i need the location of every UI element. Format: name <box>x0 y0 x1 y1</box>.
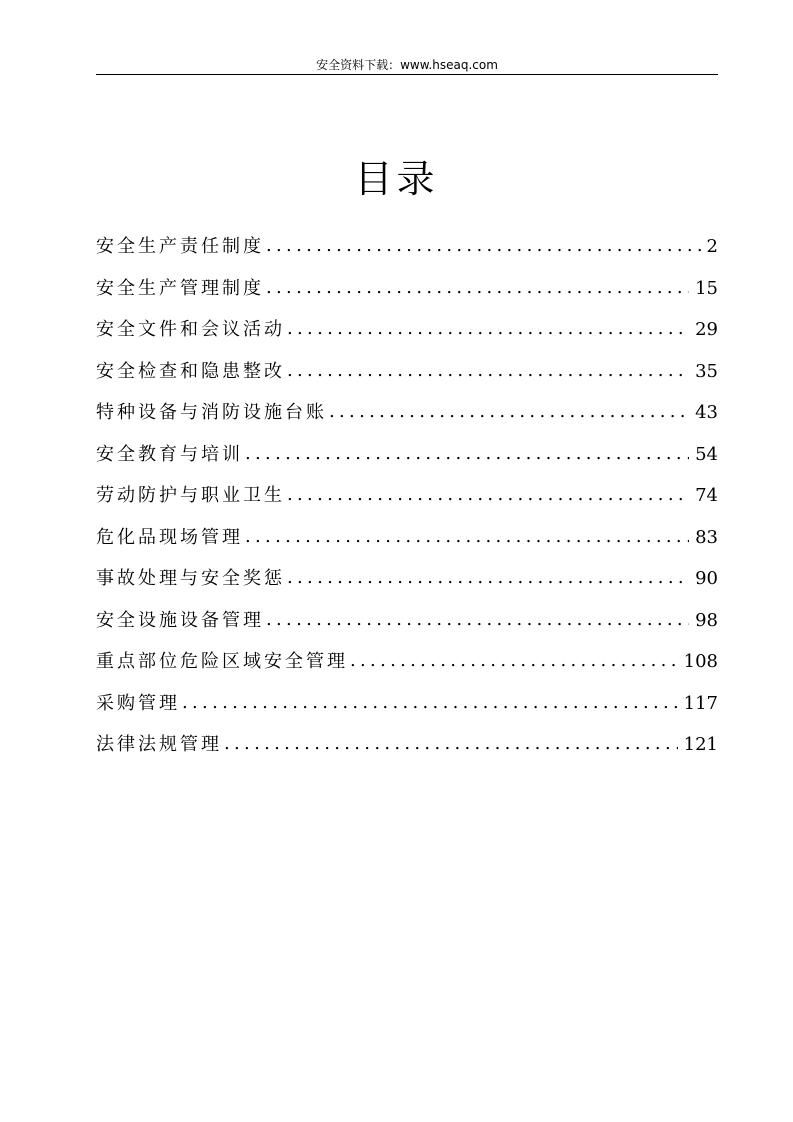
toc-leader-dots <box>224 727 678 760</box>
toc-leader-dots <box>266 229 701 262</box>
toc-entry-label: 安全文件和会议活动 <box>96 319 285 340</box>
toc-leader-dots <box>266 603 689 636</box>
toc-entry[interactable] <box>96 396 718 438</box>
toc-entry-page: 2 <box>706 236 718 257</box>
toc-leader-dots <box>245 437 689 470</box>
toc-entry-page: 117 <box>683 692 718 714</box>
toc-entry-page: 54 <box>695 443 718 465</box>
toc-entry[interactable] <box>96 479 718 521</box>
toc-entry-label: 法律法规管理 <box>96 734 222 755</box>
toc-entry[interactable] <box>96 272 718 314</box>
toc-entry-page: 43 <box>695 402 718 423</box>
toc-entry[interactable] <box>96 728 718 770</box>
toc-entry-page: 15 <box>695 277 718 299</box>
toc-leader-dots <box>350 644 678 677</box>
toc-entry-label: 危化品现场管理 <box>96 526 243 548</box>
toc-entry[interactable] <box>96 313 718 355</box>
toc-entry[interactable] <box>96 438 718 480</box>
toc-entry[interactable] <box>96 604 718 646</box>
toc-leader-dots <box>329 395 689 428</box>
toc-entry-label: 安全教育与培训 <box>96 443 243 465</box>
toc-entry[interactable] <box>96 521 718 563</box>
header-divider <box>96 74 718 75</box>
toc-entry-page: 90 <box>695 568 718 589</box>
toc-entry-label: 安全生产责任制度 <box>96 236 264 257</box>
toc-leader-dots <box>287 561 689 594</box>
toc-entry-label: 特种设备与消防设施台账 <box>96 402 327 423</box>
toc-leader-dots <box>287 478 689 511</box>
toc-entry-page: 121 <box>683 734 718 755</box>
page-title: 目录 <box>354 157 439 201</box>
toc-leader-dots <box>287 312 689 345</box>
toc-leader-dots <box>182 686 678 719</box>
toc-entry-label: 安全设施设备管理 <box>96 609 264 631</box>
toc-entry-label: 安全检查和隐患整改 <box>96 360 285 382</box>
toc-entry-page: 29 <box>695 319 718 340</box>
toc-entry-label: 劳动防护与职业卫生 <box>96 485 285 506</box>
toc-leader-dots <box>266 271 689 304</box>
toc-entry-label: 安全生产管理制度 <box>96 277 264 299</box>
toc-entry-page: 74 <box>695 485 718 506</box>
toc-entry-page: 98 <box>695 609 718 631</box>
toc-entry-label: 重点部位危险区域安全管理 <box>96 651 348 672</box>
toc-leader-dots <box>287 354 689 387</box>
toc-entry-page: 35 <box>695 360 718 382</box>
toc-leader-dots <box>245 520 689 553</box>
toc-entry[interactable] <box>96 355 718 397</box>
table-of-contents <box>96 230 718 770</box>
toc-entry-page: 108 <box>683 651 718 672</box>
toc-entry[interactable] <box>96 562 718 604</box>
toc-entry-label: 采购管理 <box>96 692 180 714</box>
toc-entry-label: 事故处理与安全奖惩 <box>96 568 285 589</box>
toc-entry[interactable] <box>96 687 718 729</box>
toc-entry[interactable] <box>96 645 718 687</box>
toc-entry[interactable] <box>96 230 718 272</box>
page-header: 安全资料下载：www.hseaq.com <box>316 58 498 72</box>
toc-entry-page: 83 <box>695 526 718 548</box>
